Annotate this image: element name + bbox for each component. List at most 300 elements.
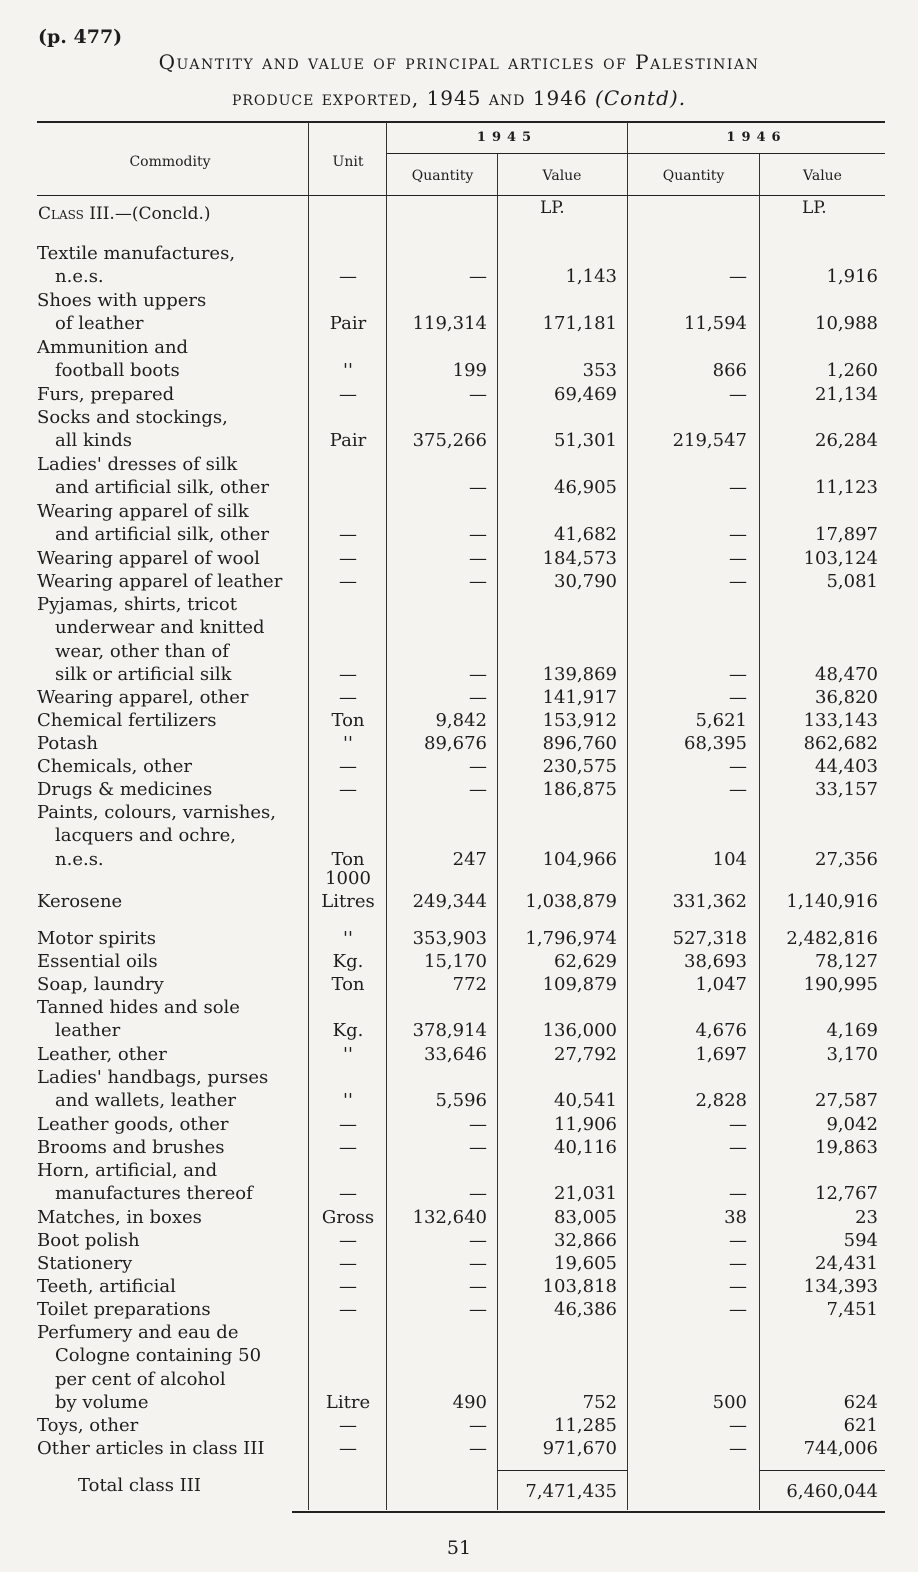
commodity-name-line: Teeth, artificial bbox=[37, 1276, 176, 1297]
table-row bbox=[0, 336, 918, 383]
quantity-1946-cell: — bbox=[729, 1438, 747, 1459]
table-row bbox=[0, 1043, 918, 1066]
table-row bbox=[0, 593, 918, 686]
value-1946-cell: 24,431 bbox=[815, 1253, 878, 1274]
table-row bbox=[0, 453, 918, 500]
quantity-1945-cell: 33,646 bbox=[424, 1044, 487, 1065]
quantity-1945-cell: — bbox=[469, 477, 487, 499]
value-1946-cell: 621 bbox=[843, 1415, 878, 1436]
unit-cell: — bbox=[339, 384, 357, 405]
commodity-name-line: all kinds bbox=[55, 430, 132, 452]
quantity-1945-cell: — bbox=[469, 663, 487, 685]
value-1945-cell: 32,866 bbox=[554, 1230, 617, 1251]
commodity-name bbox=[37, 1159, 305, 1206]
table-row bbox=[0, 289, 918, 336]
value-1946-cell: 624 bbox=[843, 1391, 878, 1413]
commodity-name-line: underwear and knitted bbox=[55, 617, 265, 639]
value-1945-cell: 30,790 bbox=[554, 571, 617, 592]
commodity-name bbox=[37, 453, 305, 500]
quantity-1945-cell: — bbox=[469, 1415, 487, 1436]
unit-cell: — bbox=[339, 663, 357, 685]
unit-cell: '' bbox=[343, 928, 353, 949]
commodity-name bbox=[37, 996, 305, 1043]
quantity-1945-cell: 119,314 bbox=[412, 313, 487, 335]
commodity-name bbox=[37, 755, 305, 778]
unit-cell: '' bbox=[343, 360, 353, 382]
table-row bbox=[0, 1113, 918, 1136]
commodity-name bbox=[37, 1414, 305, 1437]
unit-cell: Ton bbox=[331, 848, 365, 870]
commodity-name-line: Horn, artificial, and bbox=[37, 1160, 218, 1181]
table-row bbox=[0, 500, 918, 547]
table-title: Quantity and value of principal articles of Palestinian bbox=[158, 50, 760, 74]
commodity-name-line: Potash bbox=[37, 733, 99, 754]
commodity-name-line: lacquers and ochre, bbox=[55, 825, 236, 847]
header-value-1946: Value bbox=[803, 168, 842, 184]
quantity-1945-cell: — bbox=[469, 1438, 487, 1459]
table-row bbox=[0, 1159, 918, 1206]
quantity-1946-cell: 331,362 bbox=[672, 891, 747, 912]
commodity-name-line: Perfumery and eau de bbox=[37, 1322, 239, 1343]
value-1946-cell: 23 bbox=[855, 1207, 878, 1228]
quantity-1945-cell: — bbox=[469, 1183, 487, 1205]
quantity-1945-cell: — bbox=[469, 1114, 487, 1135]
value-1946-cell: 7,451 bbox=[826, 1299, 878, 1320]
value-1945-cell: 41,682 bbox=[554, 524, 617, 546]
unit-cell: Pair bbox=[329, 430, 367, 452]
quantity-1945-cell: 353,903 bbox=[412, 928, 487, 949]
commodity-name bbox=[37, 406, 305, 453]
value-1946-cell: 21,134 bbox=[815, 384, 878, 405]
commodity-name-line: Textile manufactures, bbox=[37, 243, 236, 264]
value-1946-cell: 862,682 bbox=[803, 733, 878, 754]
page-reference: (p. 477) bbox=[38, 26, 123, 48]
currency-label-1946: LP. bbox=[802, 198, 827, 218]
commodity-name-line: manufactures thereof bbox=[55, 1183, 253, 1205]
quantity-1945-cell: — bbox=[469, 571, 487, 592]
quantity-1946-cell: 38,693 bbox=[684, 951, 747, 972]
commodity-name-line: Chemical fertilizers bbox=[37, 710, 217, 731]
value-1945-cell: 139,869 bbox=[542, 663, 617, 685]
value-1946-cell: 3,170 bbox=[826, 1044, 878, 1065]
value-1945-cell: 186,875 bbox=[542, 779, 617, 800]
value-1945-cell: 103,818 bbox=[542, 1276, 617, 1297]
quantity-1946-cell: — bbox=[729, 384, 747, 405]
commodity-name-line: Chemicals, other bbox=[37, 756, 193, 777]
commodity-name-line: n.e.s. bbox=[55, 848, 104, 870]
quantity-1945-cell: — bbox=[469, 687, 487, 708]
commodity-name bbox=[37, 709, 305, 732]
commodity-name bbox=[37, 950, 305, 973]
table-title-line2 bbox=[0, 86, 918, 110]
unit-cell: — bbox=[339, 1276, 357, 1297]
value-1945-cell: 46,905 bbox=[554, 477, 617, 499]
unit-cell: — bbox=[339, 687, 357, 708]
commodity-name-line: Socks and stockings, bbox=[37, 407, 228, 428]
commodity-name-line: Stationery bbox=[37, 1253, 133, 1274]
quantity-1946-cell: 68,395 bbox=[684, 733, 747, 754]
commodity-name-line: Furs, prepared bbox=[37, 384, 175, 405]
class-heading bbox=[38, 204, 211, 224]
quantity-1946-cell: — bbox=[729, 571, 747, 592]
value-1946-cell: 17,897 bbox=[815, 524, 878, 546]
table-row bbox=[0, 778, 918, 801]
commodity-name-line: Leather, other bbox=[37, 1044, 167, 1065]
commodity-name-line: and artificial silk, other bbox=[55, 477, 269, 499]
quantity-1946-cell: 1,047 bbox=[695, 974, 747, 995]
commodity-name-line: football boots bbox=[55, 360, 180, 382]
unit-cell: Litre bbox=[325, 1391, 371, 1413]
quantity-1945-cell: 249,344 bbox=[412, 891, 487, 912]
value-1946-cell: 78,127 bbox=[815, 951, 878, 972]
unit-cell: Gross bbox=[321, 1207, 375, 1228]
commodity-name bbox=[37, 500, 305, 547]
quantity-1946-cell: — bbox=[729, 1114, 747, 1135]
quantity-1946-cell: — bbox=[729, 1137, 747, 1158]
table-bottom-rule bbox=[292, 1511, 885, 1513]
value-1945-cell: 11,906 bbox=[554, 1114, 617, 1135]
quantity-1945-cell: — bbox=[469, 384, 487, 405]
commodity-name bbox=[37, 1298, 305, 1321]
header-year-1945: 1945 bbox=[476, 130, 538, 145]
commodity-name-line: Shoes with uppers bbox=[37, 290, 207, 311]
value-1945-cell: 896,760 bbox=[542, 733, 617, 754]
value-1946-cell: 48,470 bbox=[815, 663, 878, 685]
unit-cell: '' bbox=[343, 1090, 353, 1112]
quantity-1946-cell: 38 bbox=[724, 1207, 747, 1228]
commodity-name-line: per cent of alcohol bbox=[55, 1368, 226, 1390]
unit-cell: — bbox=[339, 1230, 357, 1251]
unit-cell: — bbox=[339, 548, 357, 569]
value-1946-cell: 12,767 bbox=[815, 1183, 878, 1205]
quantity-1945-cell: 490 bbox=[452, 1391, 487, 1413]
commodity-name-line: Motor spirits bbox=[37, 928, 157, 949]
value-1945-cell: 230,575 bbox=[542, 756, 617, 777]
quantity-1946-cell: — bbox=[729, 1230, 747, 1251]
commodity-name-line: silk or artificial silk bbox=[55, 663, 232, 685]
unit-cell: — bbox=[339, 1438, 357, 1459]
value-1945-cell: 27,792 bbox=[554, 1044, 617, 1065]
commodity-name bbox=[37, 1321, 305, 1414]
value-1946-cell: 36,820 bbox=[815, 687, 878, 708]
commodity-name bbox=[37, 686, 305, 709]
table-row bbox=[0, 1229, 918, 1252]
commodity-name bbox=[37, 1229, 305, 1252]
value-1945-cell: 171,181 bbox=[542, 313, 617, 335]
value-1945-cell: 40,541 bbox=[554, 1090, 617, 1112]
header-unit: Unit bbox=[332, 154, 364, 170]
unit-cell bbox=[312, 867, 384, 914]
commodity-name bbox=[37, 732, 305, 755]
commodity-name bbox=[37, 547, 305, 570]
value-1945-cell: 40,116 bbox=[554, 1137, 617, 1158]
table-row bbox=[0, 1066, 918, 1113]
value-1946-cell: 1,260 bbox=[826, 360, 878, 382]
quantity-1946-cell: — bbox=[729, 1276, 747, 1297]
value-1946-cell: 11,123 bbox=[815, 477, 878, 499]
value-1946-cell: 1,140,916 bbox=[786, 891, 878, 912]
commodity-name-line: by volume bbox=[55, 1391, 149, 1413]
commodity-name-line: Matches, in boxes bbox=[37, 1207, 202, 1228]
unit-multiplier: 1000 bbox=[325, 867, 371, 889]
unit-cell: — bbox=[339, 1299, 357, 1320]
value-1946-cell: 26,284 bbox=[815, 430, 878, 452]
quantity-1945-cell: 199 bbox=[452, 360, 487, 382]
commodity-name-line: and wallets, leather bbox=[55, 1090, 237, 1112]
quantity-1945-cell: — bbox=[469, 756, 487, 777]
commodity-name-line: Kerosene bbox=[37, 891, 123, 912]
header-year-1946: 1946 bbox=[726, 130, 787, 145]
unit-cell: — bbox=[339, 1114, 357, 1135]
commodity-name-line: wear, other than of bbox=[55, 640, 229, 662]
value-1945-cell: 971,670 bbox=[542, 1438, 617, 1459]
quantity-1946-cell: 500 bbox=[712, 1391, 747, 1413]
commodity-name bbox=[37, 1066, 305, 1113]
commodity-name bbox=[37, 383, 305, 406]
header-quantity-1945: Quantity bbox=[411, 168, 474, 184]
value-1946-cell: 190,995 bbox=[803, 974, 878, 995]
table-row bbox=[0, 950, 918, 973]
quantity-1945-cell: 378,914 bbox=[412, 1020, 487, 1042]
value-1945-cell: 1,038,879 bbox=[525, 891, 617, 912]
table-row bbox=[0, 996, 918, 1043]
header-bottom-rule bbox=[37, 195, 885, 196]
table-row bbox=[0, 1437, 918, 1460]
commodity-name-line: Toys, other bbox=[37, 1415, 139, 1436]
value-1946-cell: 5,081 bbox=[826, 571, 878, 592]
quantity-1946-cell: — bbox=[729, 1253, 747, 1274]
unit-cell: — bbox=[339, 1137, 357, 1158]
total-rule bbox=[497, 1470, 627, 1471]
table-row bbox=[0, 686, 918, 709]
value-1946-cell: 594 bbox=[843, 1230, 878, 1251]
commodity-name bbox=[37, 242, 305, 289]
commodity-name bbox=[37, 1113, 305, 1136]
commodity-name-line: Paints, colours, varnishes, bbox=[37, 802, 276, 823]
commodity-name-line: Ladies' handbags, purses bbox=[37, 1067, 269, 1088]
quantity-1946-cell: 866 bbox=[712, 360, 747, 382]
value-1946-cell: 19,863 bbox=[815, 1137, 878, 1158]
commodity-name-line: Other articles in class III bbox=[37, 1438, 265, 1459]
table-row bbox=[0, 927, 918, 950]
year-span-rule bbox=[387, 153, 885, 154]
value-1945-cell: 104,966 bbox=[542, 848, 617, 870]
unit-cell: — bbox=[339, 1415, 357, 1436]
quantity-1945-cell: — bbox=[469, 1230, 487, 1251]
total-value-1945: 7,471,435 bbox=[525, 1481, 617, 1502]
value-1945-cell: 62,629 bbox=[554, 951, 617, 972]
value-1946-cell: 134,393 bbox=[803, 1276, 878, 1297]
value-1945-cell: 83,005 bbox=[554, 1207, 617, 1228]
value-1946-cell: 2,482,816 bbox=[786, 928, 878, 949]
unit-cell: — bbox=[339, 1253, 357, 1274]
quantity-1945-cell: — bbox=[469, 524, 487, 546]
quantity-1946-cell: — bbox=[729, 548, 747, 569]
table-row bbox=[0, 1252, 918, 1275]
commodity-name bbox=[37, 973, 305, 996]
value-1946-cell: 133,143 bbox=[803, 710, 878, 731]
quantity-1946-cell: 4,676 bbox=[695, 1020, 747, 1042]
value-1946-cell: 103,124 bbox=[803, 548, 878, 569]
unit-cell: — bbox=[339, 571, 357, 592]
quantity-1945-cell: 9,842 bbox=[435, 710, 487, 731]
table-row bbox=[0, 867, 918, 913]
commodity-name-line: Brooms and brushes bbox=[37, 1137, 225, 1158]
table-row bbox=[0, 801, 918, 871]
table-row bbox=[0, 732, 918, 755]
quantity-1946-cell: — bbox=[729, 477, 747, 499]
commodity-name-line: Cologne containing 50 bbox=[55, 1345, 262, 1367]
unit-cell: Kg. bbox=[332, 1020, 364, 1042]
value-1946-cell: 744,006 bbox=[803, 1438, 878, 1459]
value-1945-cell: 184,573 bbox=[542, 548, 617, 569]
commodity-name-line: Wearing apparel, other bbox=[37, 687, 249, 708]
commodity-name bbox=[37, 570, 305, 593]
commodity-name bbox=[37, 1252, 305, 1275]
table-row bbox=[0, 406, 918, 453]
unit-cell: '' bbox=[343, 733, 353, 754]
quantity-1946-cell: 527,318 bbox=[672, 928, 747, 949]
commodity-name bbox=[37, 593, 305, 686]
commodity-name-line: Soap, laundry bbox=[37, 974, 164, 995]
table-row bbox=[0, 1206, 918, 1229]
value-1945-cell: 1,143 bbox=[565, 266, 617, 288]
commodity-name bbox=[37, 1437, 305, 1460]
value-1946-cell: 27,356 bbox=[815, 848, 878, 870]
unit-label: Litres bbox=[321, 891, 375, 912]
value-1945-cell: 69,469 bbox=[554, 384, 617, 405]
title-contd: (Contd). bbox=[595, 86, 687, 110]
commodity-name bbox=[37, 778, 305, 801]
unit-cell: Pair bbox=[329, 313, 367, 335]
table-row bbox=[0, 1321, 918, 1414]
unit-cell: — bbox=[339, 266, 357, 288]
table-row bbox=[0, 1136, 918, 1159]
value-1946-cell: 44,403 bbox=[815, 756, 878, 777]
commodity-name-line: Essential oils bbox=[37, 951, 158, 972]
value-1945-cell: 21,031 bbox=[554, 1183, 617, 1205]
value-1946-cell: 33,157 bbox=[815, 779, 878, 800]
commodity-name bbox=[37, 289, 305, 336]
quantity-1945-cell: — bbox=[469, 1276, 487, 1297]
header-quantity-1946: Quantity bbox=[662, 168, 725, 184]
commodity-name-line: Pyjamas, shirts, tricot bbox=[37, 594, 237, 615]
commodity-name-line: leather bbox=[55, 1020, 121, 1042]
quantity-1945-cell: 15,170 bbox=[424, 951, 487, 972]
quantity-1945-cell: — bbox=[469, 1137, 487, 1158]
commodity-name bbox=[37, 801, 305, 871]
quantity-1946-cell: — bbox=[729, 524, 747, 546]
quantity-1945-cell: 772 bbox=[452, 974, 487, 995]
commodity-name bbox=[37, 1206, 305, 1229]
value-1946-cell: 27,587 bbox=[815, 1090, 878, 1112]
commodity-name bbox=[37, 890, 305, 913]
quantity-1946-cell: — bbox=[729, 1183, 747, 1205]
currency-label-1945: LP. bbox=[540, 198, 565, 218]
total-rule bbox=[759, 1470, 885, 1471]
quantity-1945-cell: 375,266 bbox=[412, 430, 487, 452]
total-label: Total class III bbox=[78, 1475, 201, 1496]
value-1945-cell: 136,000 bbox=[542, 1020, 617, 1042]
unit-cell: Ton bbox=[331, 710, 365, 731]
value-1945-cell: 11,285 bbox=[554, 1415, 617, 1436]
commodity-name-line: Wearing apparel of wool bbox=[37, 548, 260, 569]
quantity-1946-cell: — bbox=[729, 663, 747, 685]
quantity-1946-cell: — bbox=[729, 779, 747, 800]
commodity-name bbox=[37, 336, 305, 383]
quantity-1945-cell: — bbox=[469, 548, 487, 569]
commodity-name-line: Ammunition and bbox=[37, 337, 189, 358]
value-1945-cell: 19,605 bbox=[554, 1253, 617, 1274]
table-row bbox=[0, 547, 918, 570]
value-1945-cell: 153,912 bbox=[542, 710, 617, 731]
unit-cell: — bbox=[339, 756, 357, 777]
title-main: produce exported, 1945 and 1946 bbox=[231, 86, 588, 110]
value-1946-cell: 4,169 bbox=[826, 1020, 878, 1042]
commodity-name-line: Drugs & medicines bbox=[37, 779, 213, 800]
commodity-name-line: Leather goods, other bbox=[37, 1114, 229, 1135]
class-number: III.—(Concld.) bbox=[83, 204, 211, 224]
quantity-1945-cell: 132,640 bbox=[412, 1207, 487, 1228]
unit-cell: — bbox=[339, 1183, 357, 1205]
table-row bbox=[0, 570, 918, 593]
page-number: 51 bbox=[446, 1537, 472, 1559]
total-value-1946: 6,460,044 bbox=[786, 1481, 878, 1502]
commodity-name-line: Toilet preparations bbox=[37, 1299, 211, 1320]
quantity-1946-cell: 104 bbox=[712, 848, 747, 870]
value-1945-cell: 1,796,974 bbox=[525, 928, 617, 949]
value-1946-cell: 9,042 bbox=[826, 1114, 878, 1135]
value-1945-cell: 51,301 bbox=[554, 430, 617, 452]
header-top-rule bbox=[37, 121, 885, 123]
commodity-name-line: and artificial silk, other bbox=[55, 524, 269, 546]
value-1946-cell: 10,988 bbox=[815, 313, 878, 335]
quantity-1946-cell: 219,547 bbox=[672, 430, 747, 452]
quantity-1946-cell: — bbox=[729, 1299, 747, 1320]
commodity-name bbox=[37, 1275, 305, 1298]
unit-cell: — bbox=[339, 779, 357, 800]
value-1945-cell: 752 bbox=[582, 1391, 617, 1413]
quantity-1946-cell: 5,621 bbox=[695, 710, 747, 731]
quantity-1945-cell: — bbox=[469, 266, 487, 288]
header-value-1945: Value bbox=[542, 168, 582, 184]
quantity-1946-cell: 1,697 bbox=[695, 1044, 747, 1065]
unit-cell: Ton bbox=[331, 974, 365, 995]
quantity-1945-cell: — bbox=[469, 1299, 487, 1320]
table-row bbox=[0, 1298, 918, 1321]
value-1945-cell: 141,917 bbox=[542, 687, 617, 708]
table-row bbox=[0, 242, 918, 289]
header-commodity: Commodity bbox=[129, 154, 211, 170]
table-row bbox=[0, 1414, 918, 1437]
commodity-name-line: n.e.s. bbox=[55, 266, 104, 288]
unit-cell: — bbox=[339, 524, 357, 546]
quantity-1946-cell: 11,594 bbox=[684, 313, 747, 335]
commodity-name-line: Wearing apparel of leather bbox=[37, 571, 283, 592]
value-1946-cell: 1,916 bbox=[826, 266, 878, 288]
commodity-name bbox=[37, 927, 305, 950]
value-1945-cell: 46,386 bbox=[554, 1299, 617, 1320]
table-row bbox=[0, 383, 918, 406]
quantity-1946-cell: — bbox=[729, 1415, 747, 1436]
quantity-1946-cell: — bbox=[729, 756, 747, 777]
value-1945-cell: 353 bbox=[582, 360, 617, 382]
quantity-1946-cell: — bbox=[729, 266, 747, 288]
commodity-name-line: Tanned hides and sole bbox=[37, 997, 240, 1018]
quantity-1945-cell: 247 bbox=[452, 848, 487, 870]
value-1945-cell: 109,879 bbox=[542, 974, 617, 995]
quantity-1945-cell: — bbox=[469, 779, 487, 800]
